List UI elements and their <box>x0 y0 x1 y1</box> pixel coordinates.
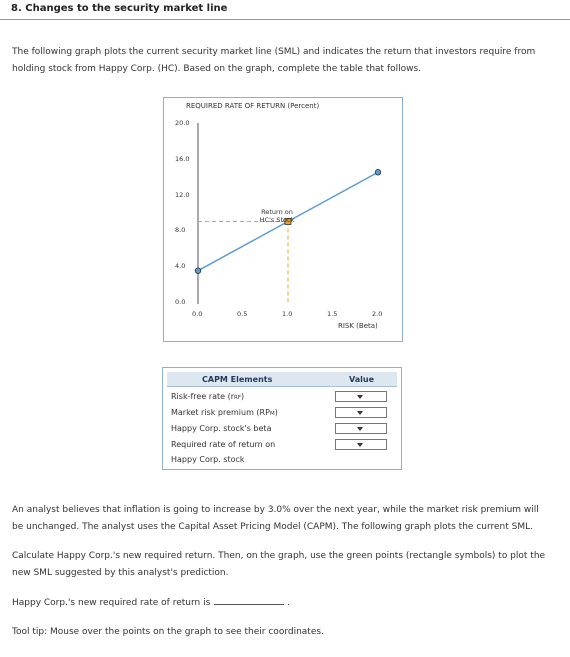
y-tick-label: 20.0 <box>175 119 190 127</box>
y-tick-label: 4.0 <box>175 262 186 271</box>
analyst-text: An analyst believes that inflation is going to increase by 3.0% over the next year, while the market risk premium will be unchanged. The analyst uses the Capital Asset Pricing Model (CAPM). The following graph plots the current SML. <box>12 505 539 532</box>
answer-line <box>12 595 552 612</box>
chevron-down-icon <box>357 427 363 431</box>
required-return-label-line1: Required rate of return on <box>171 440 276 449</box>
x-tick-label: 2.0 <box>372 310 383 318</box>
risk-free-rate-label: Risk-free rate (rRF) <box>171 392 245 401</box>
y-tick-label: 12.0 <box>175 190 190 199</box>
question-title: 8. Changes to the security market line <box>0 0 570 20</box>
chevron-down-icon <box>357 395 363 399</box>
capm-elements-header: CAPM Elements <box>202 375 273 384</box>
market-risk-premium-dropdown[interactable] <box>335 407 387 418</box>
answer-suffix: . <box>287 598 291 608</box>
x-axis-title: RISK (Beta) <box>338 322 378 330</box>
risk-free-rate-dropdown[interactable] <box>335 391 387 402</box>
x-tick-label: 0.0 <box>192 310 203 318</box>
required-return-dropdown[interactable] <box>335 439 387 450</box>
y-tick-label: 0.0 <box>175 298 186 306</box>
hc-return-annotation <box>247 208 307 224</box>
required-return-label-line2: Happy Corp. stock <box>171 455 245 464</box>
beta-dropdown[interactable] <box>335 423 387 434</box>
new-required-return-blank[interactable] <box>214 596 284 605</box>
y-tick-label: 8.0 <box>175 226 186 235</box>
capm-table <box>162 367 402 470</box>
y-tick-label: 16.0 <box>175 154 190 163</box>
x-tick-label: 0.5 <box>237 310 248 318</box>
chevron-down-icon <box>357 443 363 447</box>
x-tick-label: 1.5 <box>327 310 338 318</box>
y-axis-title: REQUIRED RATE OF RETURN (Percent) <box>186 102 320 110</box>
intro-text: The following graph plots the current security market line (SML) and indicates the return that investors require from holding stock from Happy Corp. (HC). Based on the graph, complete the table that follows. <box>12 47 536 74</box>
tooltip-text: Tool tip: Mouse over the points on the graph to see their coordinates. <box>12 627 324 637</box>
market-risk-premium-label: Market risk premium (RPM) <box>171 408 278 417</box>
sml-point[interactable] <box>375 169 381 175</box>
capm-value-header: Value <box>349 375 375 384</box>
capm-table-header <box>167 372 397 387</box>
x-tick-label: 1.0 <box>282 310 293 318</box>
hc-annotation-line2: HC's Stock <box>259 216 295 224</box>
hc-annotation-line1: Return on <box>261 208 293 216</box>
sml-point[interactable] <box>195 268 201 274</box>
sml-graph[interactable] <box>163 97 403 342</box>
beta-label: Happy Corp. stock's beta <box>171 424 272 433</box>
instruction-text: Calculate Happy Corp.'s new required return. Then, on the graph, use the green points (rectangle symbols) to plot the new SML suggested by this analyst's prediction. <box>12 551 546 578</box>
chevron-down-icon <box>357 411 363 415</box>
answer-prompt: Happy Corp.'s new required rate of return is <box>12 598 211 608</box>
